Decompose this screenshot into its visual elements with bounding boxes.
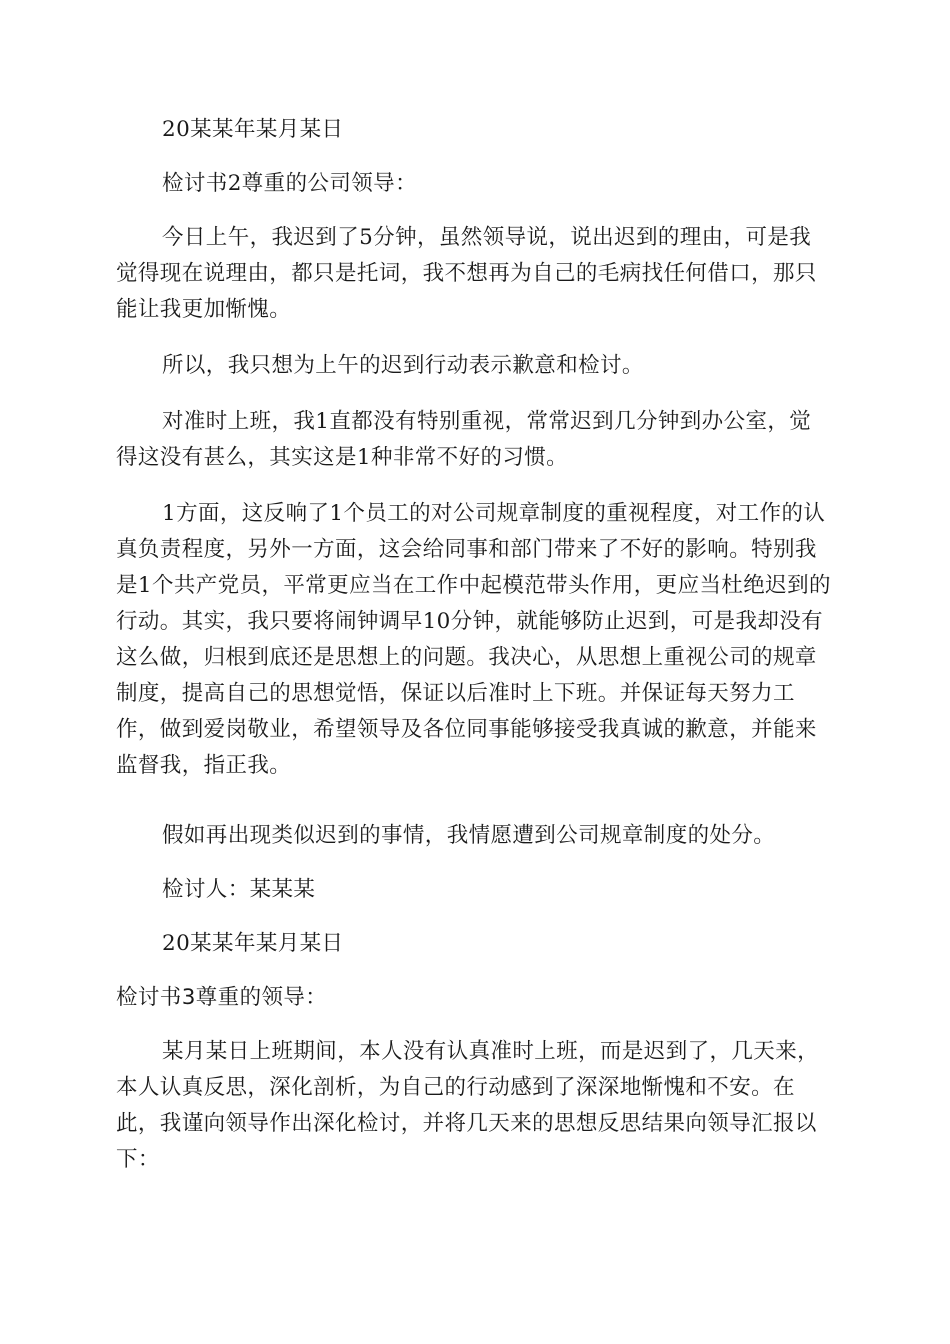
body-paragraph: 所以，我只想为上午的迟到行动表示歉意和检讨。: [162, 353, 644, 378]
body-paragraph: 假如再出现类似迟到的事情，我情愿遭到公司规章制度的处分。: [162, 823, 776, 848]
body-paragraph: 对准时上班，我1直都没有特别重视，常常迟到几分钟到办公室，觉得这没有甚么，其实这是1种非常不好的习惯。: [116, 409, 812, 470]
body-paragraph: 1方面，这反响了1个员工的对公司规章制度的重视程度，对工作的认真负责程度，另外一方面，这会给同事和部门带来了不好的影响。特别我是1个共产党员，平常更应当在工作中起模范带头作用，更应当杜绝迟到的行动。其实，我只要将闹钟调早10分钟，就能够防止迟到，可是我却没有这么做，归根到底还是思想上的问题。我决心，从思想上重视公司的规章制度，提高自己的思想觉悟，保证以后准时上下班。并保证每天努力工作，做到爱岗敬业，希望领导及各位同事能够接受我真诚的歉意，并能来监督我，指正我。: [116, 501, 831, 778]
letter-heading: 检讨书3尊重的领导：: [116, 985, 328, 1010]
date-line: 20某某年某月某日: [162, 931, 344, 956]
letter-heading: 检讨书2尊重的公司领导：: [162, 171, 417, 196]
date-line: 20某某年某月某日: [162, 117, 344, 142]
signature-line: 检讨人：某某某: [162, 877, 316, 902]
body-paragraph: 某月某日上班期间，本人没有认真准时上班，而是迟到了，几天来，本人认真反思，深化剖析，为自己的行动感到了深深地惭愧和不安。在此，我谨向领导作出深化检讨，并将几天来的思想反思结果向领导汇报以下：: [116, 1039, 820, 1172]
body-paragraph: 今日上午，我迟到了5分钟，虽然领导说，说出迟到的理由，可是我觉得现在说理由，都只是托词，我不想再为自己的毛病找任何借口，那只能让我更加惭愧。: [116, 225, 817, 322]
